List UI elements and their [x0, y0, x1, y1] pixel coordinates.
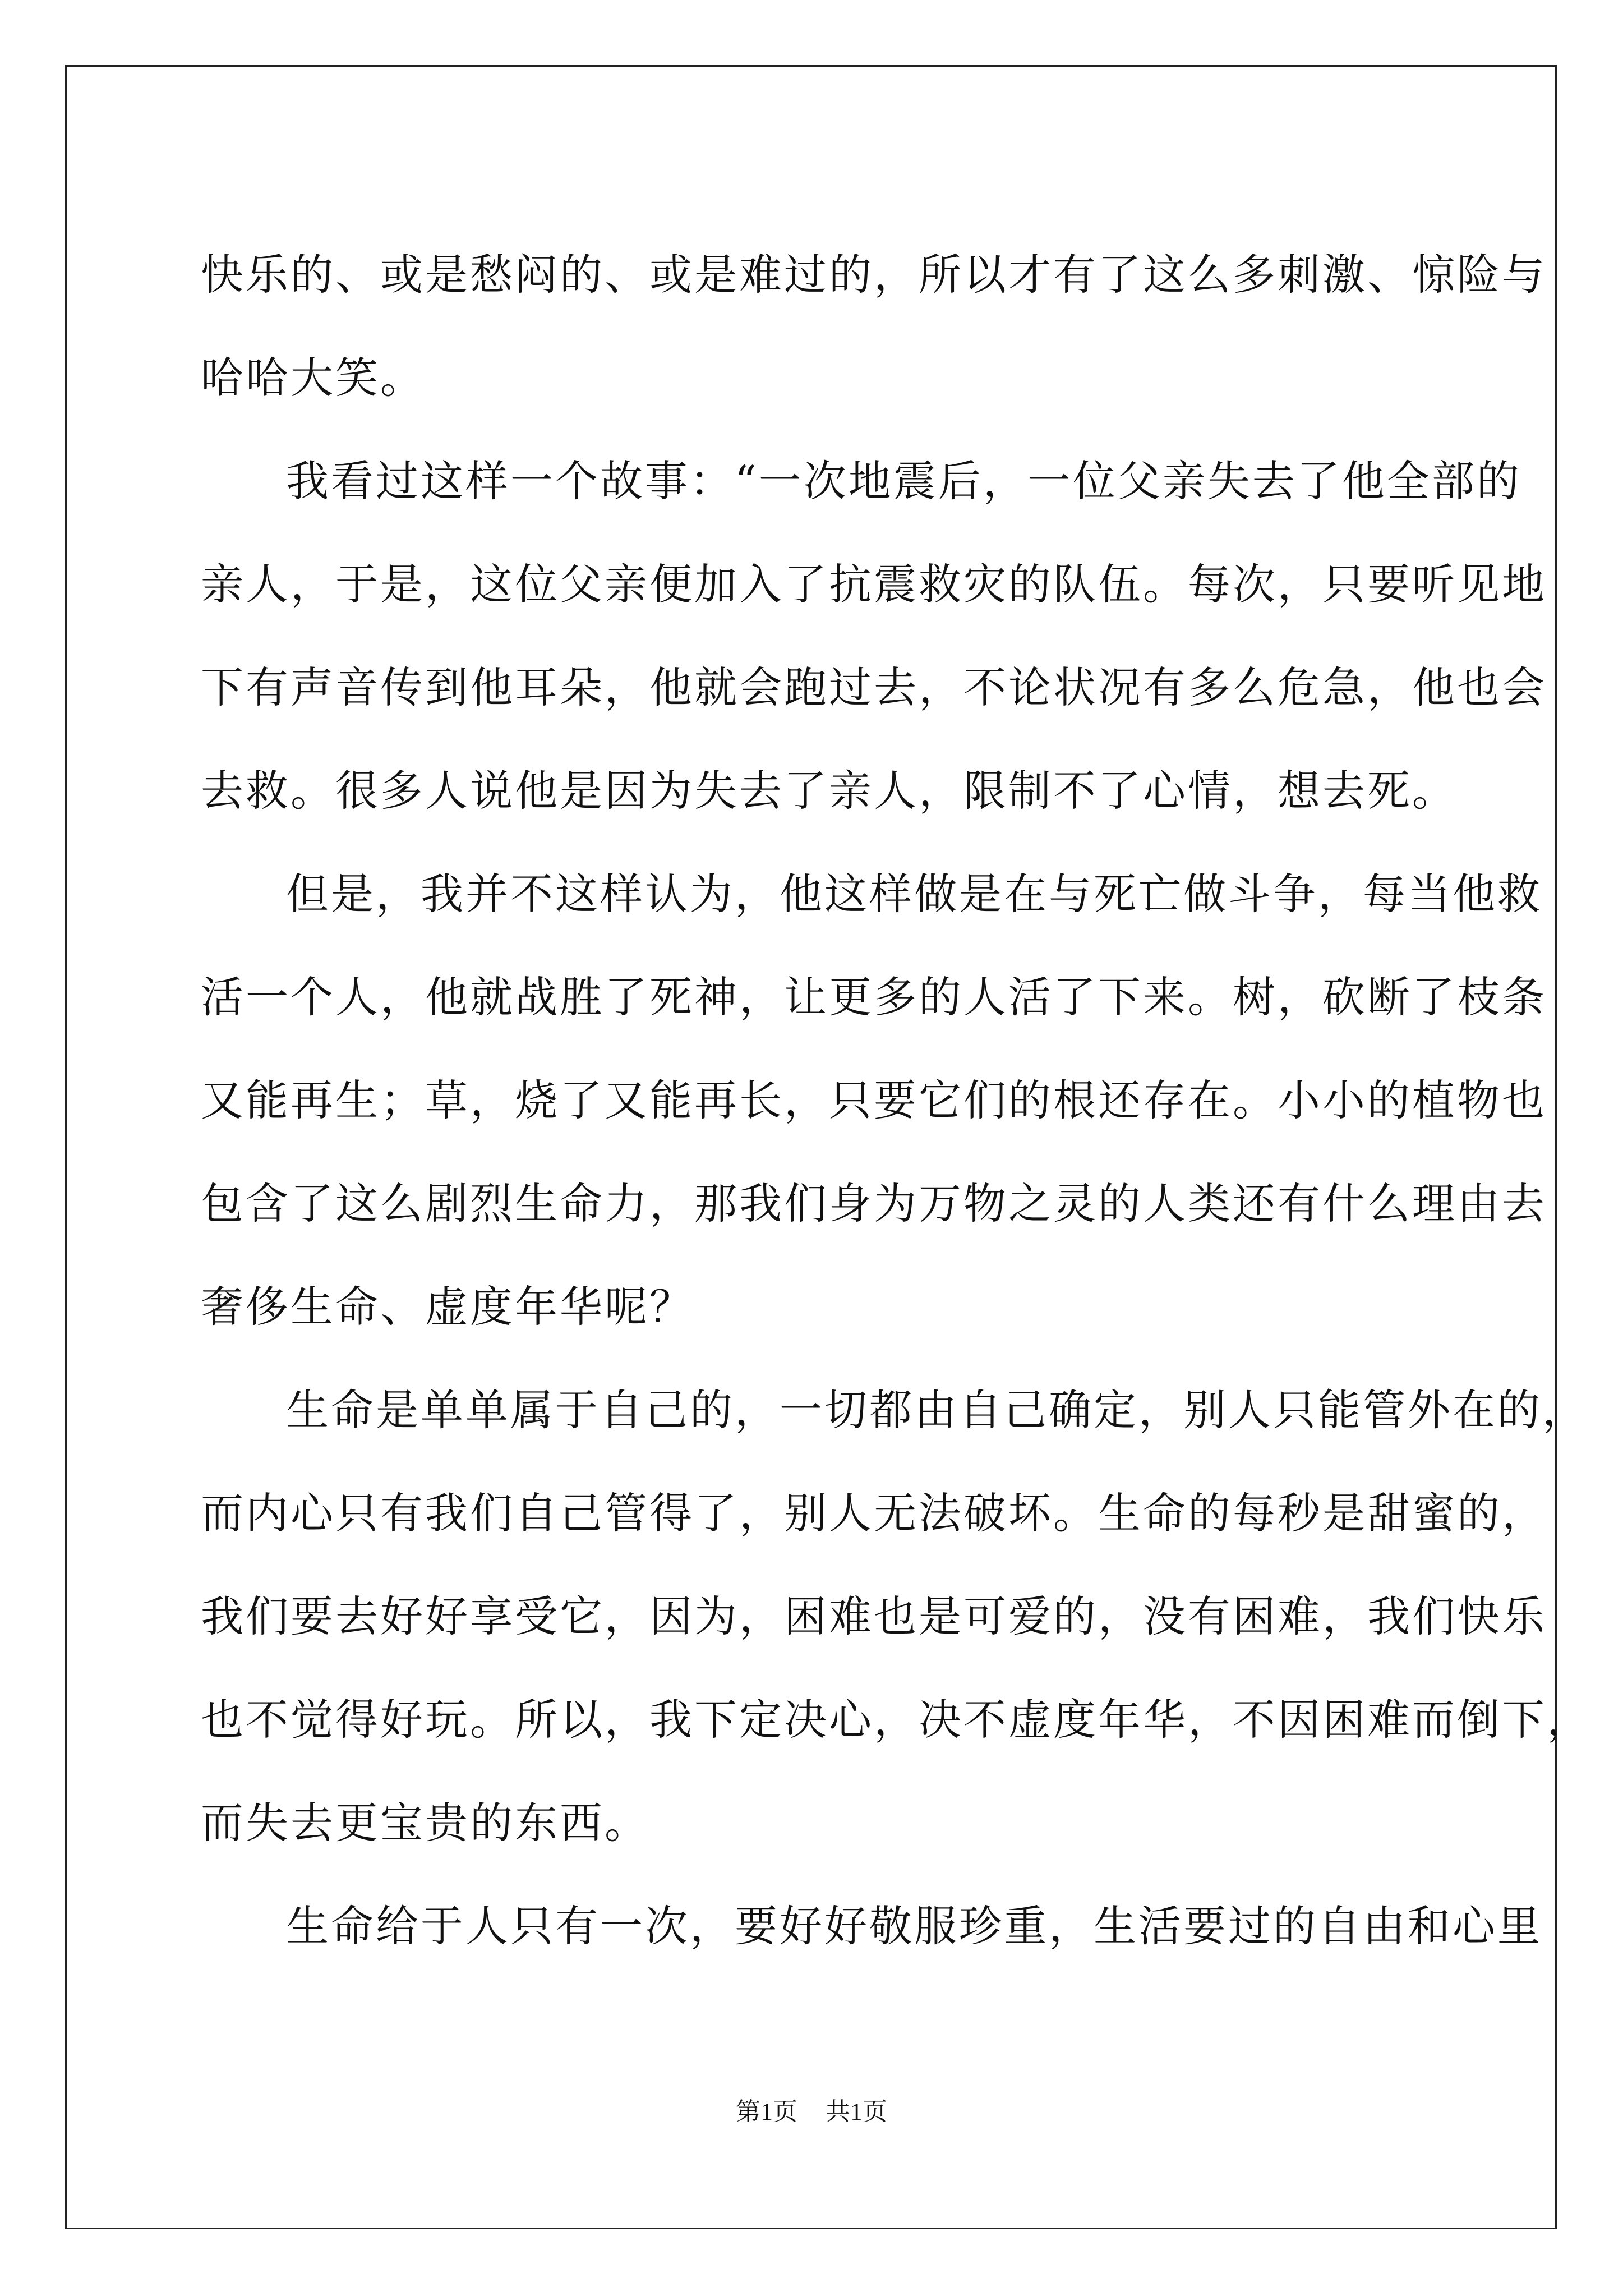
page-number-total: 共1页 [826, 2098, 887, 2125]
text-line: 我们要去好好享受它，因为，困难也是可爱的，没有困难，我们快乐 [201, 1591, 1547, 1641]
page-footer [0, 2095, 1623, 2129]
text-line: 又能再生；草，烧了又能再长，只要它们的根还存在。小小的植物也 [201, 1075, 1547, 1125]
document-body [201, 223, 1592, 1978]
text-line: 我看过这样一个故事：“一次地震后，一位父亲失去了他全部的 [286, 456, 1521, 506]
text-line: 快乐的、或是愁闷的、或是难过的，所以才有了这么多刺激、惊险与 [201, 250, 1547, 300]
text-line: 下有声音传到他耳朵，他就会跑过去，不论状况有多么危急，他也会 [201, 662, 1547, 712]
text-line: 生命是单单属于自己的，一切都由自己确定，别人只能管外在的， [286, 1385, 1587, 1435]
text-line: 哈哈大笑。 [201, 353, 425, 403]
text-line: 而内心只有我们自己管得了，别人无法破坏。生命的每秒是甜蜜的， [201, 1488, 1547, 1538]
text-line: 生命给于人只有一次，要好好敬服珍重，生活要过的自由和心里 [286, 1901, 1542, 1951]
text-line: 也不觉得好玩。所以，我下定决心，决不虚度年华，不因困难而倒下， [201, 1695, 1592, 1745]
text-line: 包含了这么剧烈生命力，那我们身为万物之灵的人类还有什么理由去 [201, 1179, 1547, 1228]
page-number-current: 第1页 [736, 2098, 797, 2125]
text-line: 去救。很多人说他是因为失去了亲人，限制不了心情，想去死。 [201, 766, 1457, 816]
text-line: 亲人，于是，这位父亲便加入了抗震救灾的队伍。每次，只要听见地 [201, 559, 1547, 609]
text-line: 而失去更宝贵的东西。 [201, 1798, 649, 1848]
text-line: 活一个人，他就战胜了死神，让更多的人活了下来。树，砍断了枝条 [201, 972, 1547, 1022]
text-line: 但是，我并不这样认为，他这样做是在与死亡做斗争，每当他救 [286, 869, 1542, 919]
text-line: 奢侈生命、虚度年华呢？ [201, 1282, 694, 1332]
